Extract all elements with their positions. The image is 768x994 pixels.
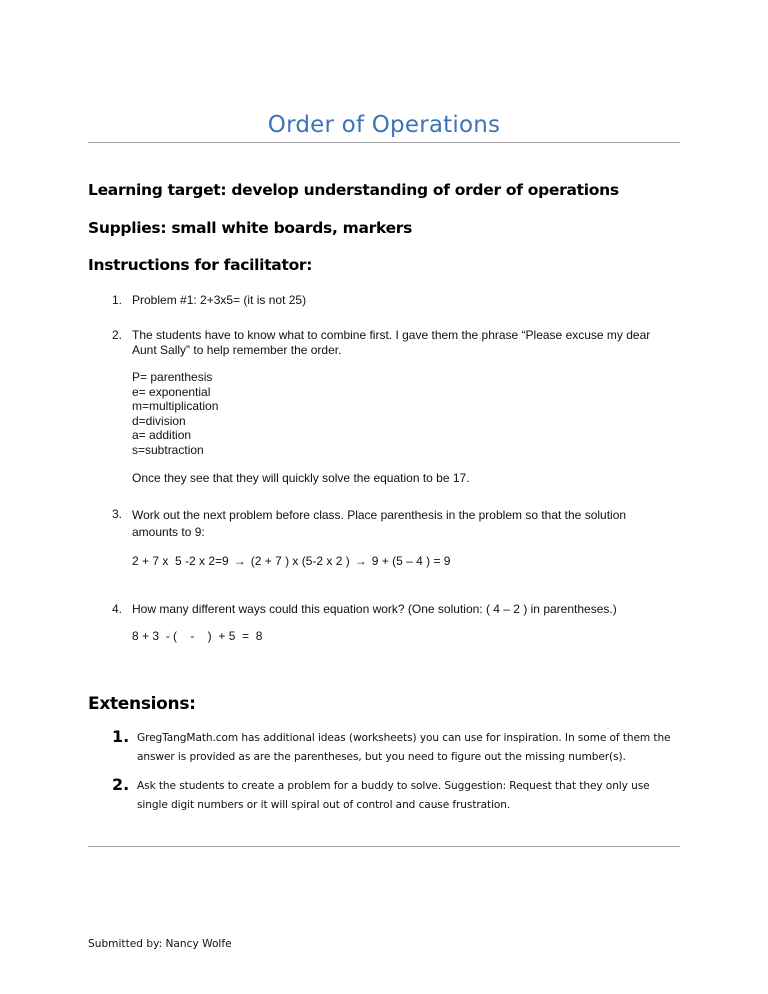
extension-number: 1. [112, 727, 130, 746]
extensions-heading: Extensions: [88, 694, 196, 714]
instructions-heading: Instructions for facilitator: [88, 256, 313, 274]
arrow-icon: → [233, 554, 246, 568]
instruction-text: Work out the next problem before class. Place parenthesis in the problem so that the solution amounts to 9: [132, 508, 627, 539]
learning-target-heading: Learning target: develop understanding of order of operations [88, 181, 619, 199]
mnemonic-item: d=division [132, 413, 186, 428]
problem-3-result: 9 + (5 – 4 ) = 9 [371, 554, 451, 568]
problem-3-original: 2 + 7 x 5 -2 x 2=9 [132, 554, 229, 568]
footer-divider [88, 846, 680, 847]
page-title: Order of Operations [267, 112, 501, 138]
instruction-number: 2. [112, 328, 123, 342]
instruction-number: 3. [112, 507, 123, 521]
extension-number: 2. [112, 775, 130, 794]
problem-3-step: (2 + 7 ) x (5-2 x 2 ) [250, 554, 350, 568]
mnemonic-item: e= exponential [132, 384, 211, 399]
mnemonic-item: a= addition [132, 428, 192, 442]
instruction-number: 4. [112, 602, 123, 616]
mnemonic-item: P= parenthesis [132, 370, 213, 384]
extension-text: GregTangMath.com has additional ideas (worksheets) you can use for inspiration. In some of them the answer is provided as are the parentheses, but you need to figure out the missing number(s). [137, 732, 671, 763]
instruction-text: The students have to know what to combine first. I gave them the phrase “Please excuse my dear Aunt Sally” to help remember the order. [132, 328, 651, 357]
mnemonic-note: Once they see that they will quickly solve the equation to be 17. [132, 471, 470, 485]
extension-text: Ask the students to create a problem for a buddy to solve. Suggestion: Request that they only use single digit numbers or it will spiral out of control and cause frustration. [137, 780, 650, 811]
supplies-heading: Supplies: small white boards, markers [88, 219, 413, 237]
mnemonic-list [132, 370, 218, 457]
instruction-text: Problem #1: 2+3x5= (it is not 25) [132, 293, 307, 307]
instruction-text: How many different ways could this equation work? (One solution: ( 4 – 2 ) in parentheses.) [132, 602, 617, 616]
mnemonic-item: s=subtraction [132, 442, 204, 457]
title-divider [88, 142, 680, 143]
instruction-number: 1. [112, 293, 123, 307]
problem-3-solution [132, 554, 450, 569]
mnemonic-item: m=multiplication [132, 399, 219, 413]
problem-4-equation: 8 + 3 - ( - ) + 5 = 8 [132, 629, 263, 643]
arrow-icon: → [354, 554, 367, 568]
submitted-by: Submitted by: Nancy Wolfe [88, 938, 232, 950]
